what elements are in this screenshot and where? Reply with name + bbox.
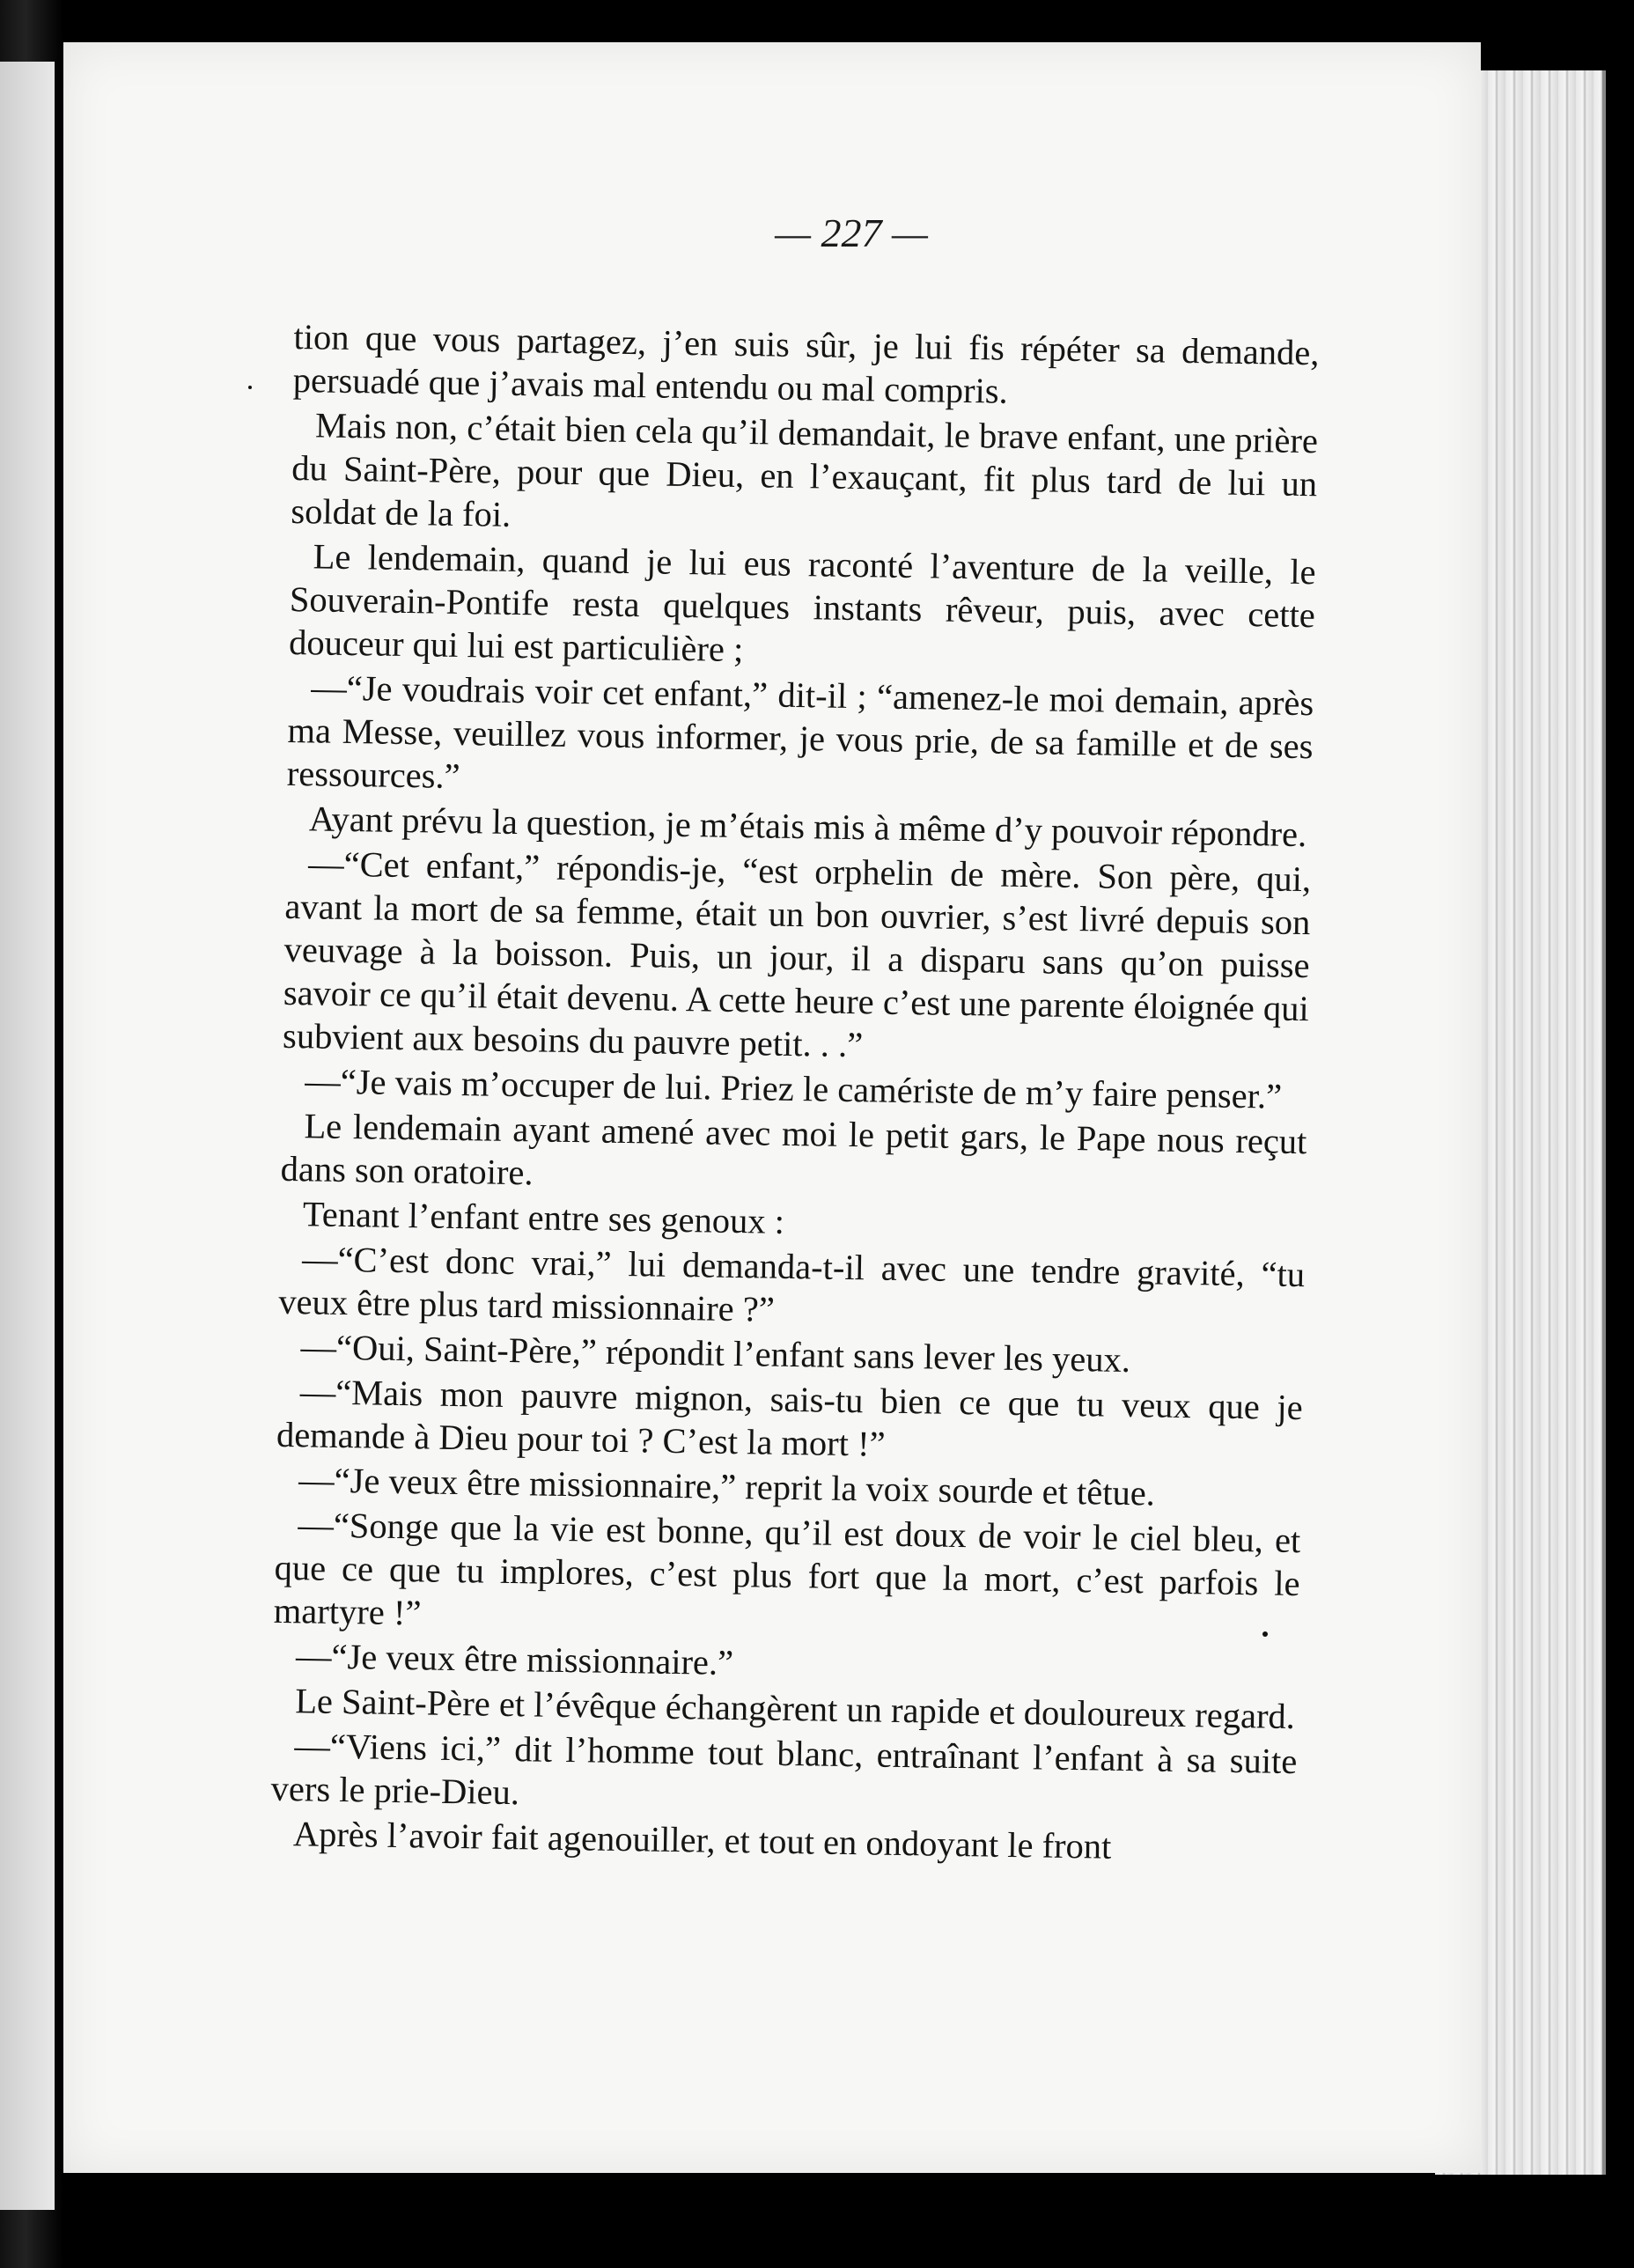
paragraph: —“Viens ici,” dit l’homme tout blanc, entraînant l’enfant à sa suite vers le prie-Dieu. (270, 1726, 1298, 1813)
paragraph: —“Je veux être missionnaire.” (295, 1636, 734, 1683)
paragraph: Le lendemain, quand je lui eus raconté l’aventure de la veille, le Souverain-Pontife resta quelques instants rêveur, puis, avec cette douceur qui lui est particulière ; (288, 536, 1316, 670)
ink-speck (248, 386, 252, 389)
paragraph: Le Saint-Père et l’évêque échangèrent un rapide et douloureux regard. (294, 1681, 1296, 1737)
page-number: — 227 — (775, 210, 928, 255)
paragraph: Mais non, c’était bien cela qu’il demandait, le brave enfant, une prière du Saint-Père, pour que Dieu, en l’exauçant, fit plus tard de lui un soldat de la foi. (291, 405, 1319, 534)
paragraph: —“Oui, Saint-Père,” répondit l’enfant sans lever les yeux. (300, 1327, 1131, 1381)
facing-page-edge (0, 62, 55, 2210)
book-page (63, 42, 1481, 2173)
paragraph: Le lendemain ayant amené avec moi le petit gars, le Pape nous reçut dans son oratoire. (280, 1106, 1307, 1193)
paragraph: —“C’est donc vrai,” lui demanda-t-il avec une tendre gravité, “tu veux être plus tard missionnaire ?” (278, 1239, 1306, 1329)
paragraph: Ayant prévu la question, je m’étais mis à même d’y pouvoir répondre. (308, 799, 1307, 855)
paragraph: —“Je voudrais voir cet enfant,” dit-il ; “amenez-le moi demain, après ma Messe, veuillez vous informer, je vous prie, de sa famille et de ses ressources.” (286, 667, 1314, 797)
paragraph: tion que vous partagez, j’en suis sûr, je lui fis répéter sa demande, persuadé que j’avais mal entendu ou mal compris. (292, 316, 1320, 411)
paragraph: Tenant l’enfant entre ses genoux : (302, 1194, 785, 1241)
paragraph: Après l’avoir fait agenouiller, et tout en ondoyant le front (292, 1814, 1112, 1867)
paragraph: —“Songe que la vie est bonne, qu’il est doux de voir le ciel bleu, et que ce que tu implores, c’est plus fort que la mort, c’est parfois le martyre !” (273, 1505, 1301, 1633)
paragraph: —“Cet enfant,” répondis-je, “est orphelin de mère. Son père, qui, avant la mort de sa femme, était un bon ouvrier, s’est livré depuis son veuvage à la boisson. Puis, un jour, il a disparu sans qu’on puisse savoir ce qu’il était devenu. A cette heure c’est une parente éloignée qui subvient aux besoins du pauvre petit. . .” (282, 843, 1312, 1065)
paragraph: —“Je veux être missionnaire,” reprit la voix sourde et têtue. (298, 1460, 1156, 1513)
paragraph: —“Je vais m’occuper de lui. Priez le caméristе de m’y faire penser.” (304, 1061, 1283, 1116)
book-gutter-edge (0, 0, 63, 2268)
ink-speck (1262, 1631, 1268, 1637)
paragraph: —“Mais mon pauvre mignon, sais-tu bien ce que tu veux que je demande à Dieu pour toi ? C’est la mort !” (276, 1372, 1304, 1464)
body-text (270, 315, 1320, 1871)
